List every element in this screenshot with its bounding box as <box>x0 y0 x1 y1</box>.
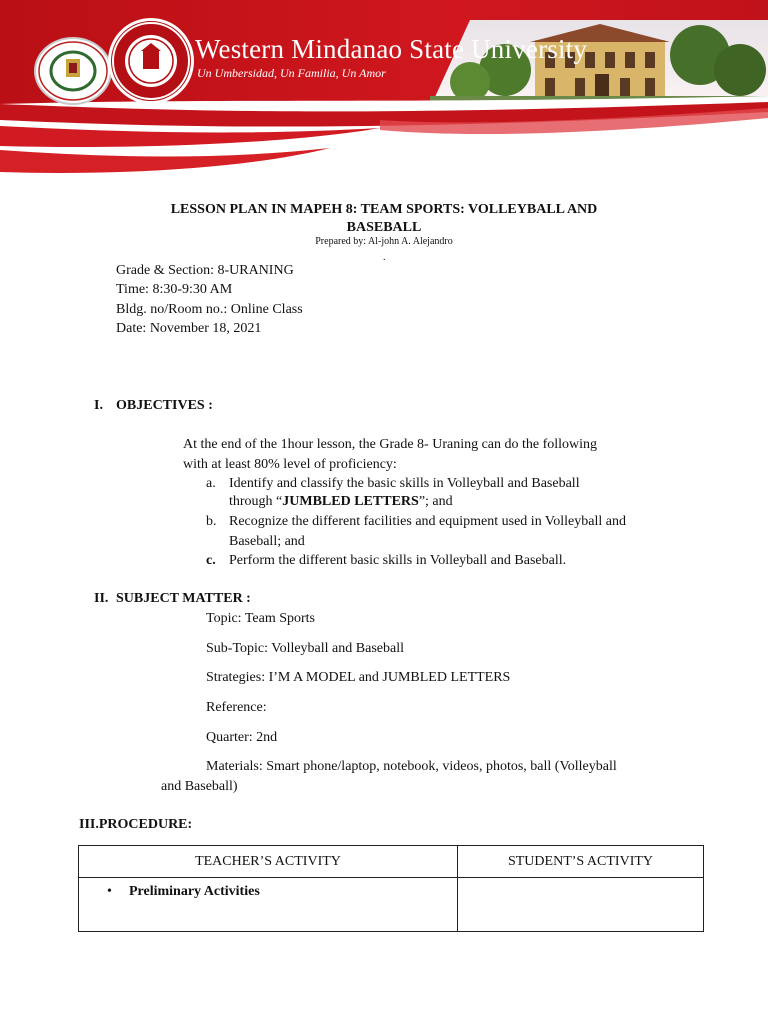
objective-a-line2: through “JUMBLED LETTERS”; and <box>229 494 453 509</box>
materials-line2: and Baseball) <box>161 779 238 794</box>
preliminary-activities: Preliminary Activities <box>129 884 260 899</box>
left-seal-logo <box>34 37 112 105</box>
time: Time: 8:30-9:30 AM <box>116 282 233 297</box>
procedure-heading: III.PROCEDURE: <box>79 817 193 832</box>
strategies: Strategies: I’M A MODEL and JUMBLED LETTERS <box>206 670 511 685</box>
teacher-activity-header: TEACHER’S ACTIVITY <box>79 846 458 878</box>
procedure-table <box>78 845 704 932</box>
objectives-number: I. <box>94 398 103 413</box>
student-activity-cell <box>458 878 704 932</box>
topic: Topic: Team Sports <box>206 611 315 626</box>
objectives-intro-line2: with at least 80% level of proficiency: <box>183 457 397 472</box>
date: Date: November 18, 2021 <box>116 321 262 336</box>
objective-c-line1: Perform the different basic skills in Volleyball and Baseball. <box>229 553 567 568</box>
grade-section: Grade & Section: 8-URANING <box>116 263 294 278</box>
lesson-plan-title-line1: LESSON PLAN IN MAPEH 8: TEAM SPORTS: VOLLEYBALL AND <box>170 202 598 217</box>
jumbled-letters-emphasis: JUMBLED LETTERS <box>282 494 419 509</box>
objective-b-line1: Recognize the different facilities and equipment used in Volleyball and <box>229 514 626 529</box>
bullet-icon: • <box>107 884 112 899</box>
reference: Reference: <box>206 700 267 715</box>
stray-dot: . <box>383 252 386 263</box>
quarter: Quarter: 2nd <box>206 730 278 745</box>
university-name: Western Mindanao State University <box>195 34 588 64</box>
objectives-intro-line1: At the end of the 1hour lesson, the Grade 8- Uraning can do the following <box>183 437 598 452</box>
materials-line1: Materials: Smart phone/laptop, notebook, videos, photos, ball (Volleyball <box>206 759 617 774</box>
objective-a-line1: Identify and classify the basic skills in Volleyball and Baseball <box>229 476 580 491</box>
university-motto: Un Umbersidad, Un Familia, Un Amor <box>197 66 386 80</box>
university-banner <box>0 0 768 190</box>
wmsu-seal-logo <box>108 18 194 104</box>
objective-c-letter: c. <box>206 553 216 568</box>
lesson-plan-title-line2: BASEBALL <box>346 220 422 235</box>
objective-b-line2: Baseball; and <box>229 534 305 549</box>
sub-topic: Sub-Topic: Volleyball and Baseball <box>206 641 404 656</box>
objectives-heading: OBJECTIVES : <box>116 398 213 413</box>
table-header-row <box>79 846 704 878</box>
prepared-by: Prepared by: Al-john A. Alejandro <box>315 236 453 247</box>
teacher-activity-cell <box>79 878 458 932</box>
student-activity-header: STUDENT’S ACTIVITY <box>458 846 704 878</box>
subject-matter-heading: SUBJECT MATTER : <box>116 591 251 606</box>
table-row <box>79 878 704 932</box>
room: Bldg. no/Room no.: Online Class <box>116 302 303 317</box>
objective-a-letter: a. <box>206 476 216 491</box>
objective-b-letter: b. <box>206 514 217 529</box>
subject-matter-number: II. <box>94 591 109 606</box>
